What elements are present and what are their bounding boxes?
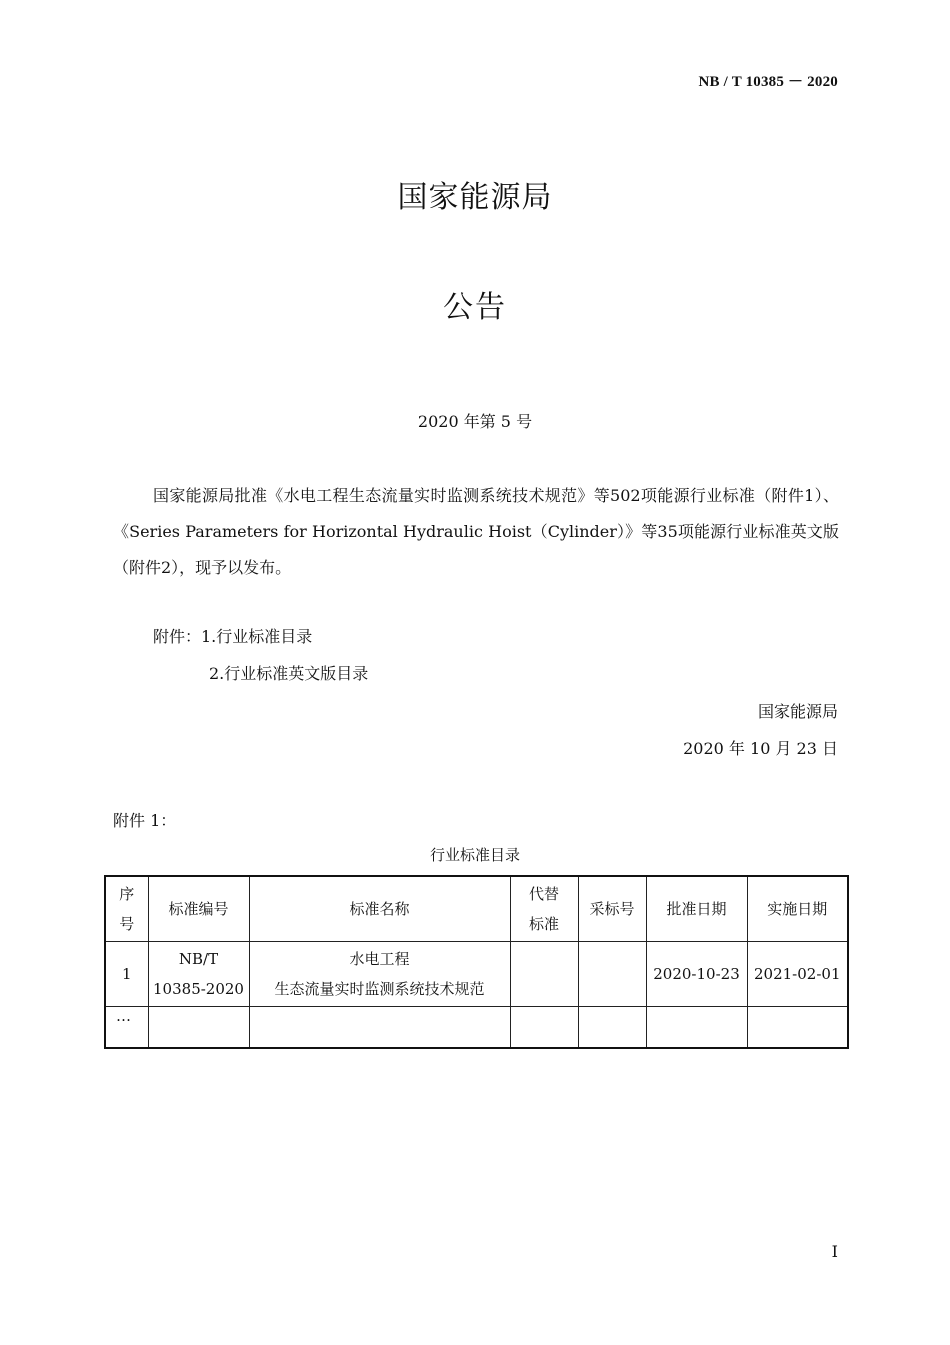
cell-name xyxy=(249,942,510,1007)
cell-replace xyxy=(510,942,578,1007)
column-header-seq-line1: 序 xyxy=(119,885,135,903)
cell-approve-date: 2020-10-23 xyxy=(646,942,747,1007)
empty-cell xyxy=(578,1007,646,1049)
column-header-seq xyxy=(105,876,148,942)
cell-effective-date: 2021-02-01 xyxy=(747,942,848,1007)
cell-code-line1: NB/T xyxy=(178,950,219,968)
column-header-seq-line2: 号 xyxy=(119,915,135,933)
appendix-label: 附件 1： xyxy=(113,811,177,830)
document-number: 2020 年第 5 号 xyxy=(417,412,533,431)
table-header-row xyxy=(105,876,848,942)
ellipsis-marker: … xyxy=(105,1007,148,1049)
announcement-body: 国家能源局批准《水电工程生态流量实时监测系统技术规范》等502项能源行业标准（附件1）、《Series Parameters for Horizontal Hydraulic Hoist（Cylinder）》等35项能源行业标准英文版（附件2），现予以发布。 xyxy=(113,486,839,577)
table-title: 行业标准目录 xyxy=(429,846,520,864)
cell-seq: 1 xyxy=(105,942,148,1007)
cell-name-line1: 水电工程 xyxy=(349,950,410,968)
cell-name-line2: 生态流量实时监测系统技术规范 xyxy=(274,980,485,998)
empty-cell xyxy=(249,1007,510,1049)
standard-code: NB / T 10385 － 2020 xyxy=(698,74,838,90)
document-kind-title: 公告 xyxy=(443,290,507,325)
attachment-list-second: 2.行业标准英文版目录 xyxy=(209,664,369,683)
empty-cell xyxy=(747,1007,848,1049)
column-header-replace-line1: 代替 xyxy=(528,885,559,903)
cell-code-line2: 10385-2020 xyxy=(153,980,244,998)
column-header-code: 标准编号 xyxy=(148,876,249,942)
table-row-ellipsis xyxy=(105,1007,848,1049)
empty-cell xyxy=(510,1007,578,1049)
page-number: I xyxy=(831,1242,838,1261)
agency-title: 国家能源局 xyxy=(397,180,553,215)
column-header-replace xyxy=(510,876,578,942)
column-header-name: 标准名称 xyxy=(249,876,510,942)
table-row xyxy=(105,942,848,1007)
cell-adopt xyxy=(578,942,646,1007)
empty-cell xyxy=(148,1007,249,1049)
column-header-replace-line2: 标准 xyxy=(528,915,559,933)
column-header-effective-date: 实施日期 xyxy=(747,876,848,942)
empty-cell xyxy=(646,1007,747,1049)
column-header-adopt: 采标号 xyxy=(578,876,646,942)
column-header-approve-date: 批准日期 xyxy=(646,876,747,942)
cell-code xyxy=(148,942,249,1007)
standards-table xyxy=(104,875,849,1049)
attachment-list-first: 附件：1.行业标准目录 xyxy=(153,627,313,646)
signature-date: 2020 年 10 月 23 日 xyxy=(683,739,838,758)
signature-agency: 国家能源局 xyxy=(757,702,838,721)
